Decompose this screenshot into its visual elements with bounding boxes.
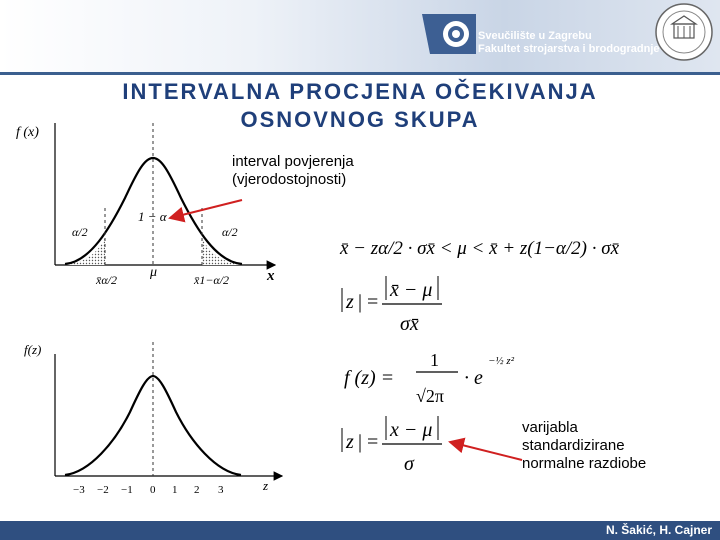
top-center-label: 1 − α — [138, 209, 167, 224]
interval-annotation-line-2: (vjerodostojnosti) — [232, 171, 347, 188]
formula-z-mean-text: |z| = |x̄ − μ| / σx̄ — [338, 334, 345, 335]
variable-annotation-line-3: normalne razdiobe — [522, 455, 647, 472]
university-line-1: Sveučilište u Zagrebu — [478, 30, 592, 42]
header-divider — [0, 72, 720, 75]
formula-z-mean-abs: | = — [358, 291, 379, 313]
formula-z-single-abs: | = — [358, 431, 379, 453]
faculty-seal-icon — [654, 2, 714, 62]
formula-density-power: −½ z² — [488, 355, 515, 367]
top-left-tail-label: α/2 — [72, 225, 88, 239]
formula-density-den: √2π — [416, 386, 444, 406]
formula-interval-text: x̄ − zα/2 · σx̄ < μ < x̄ + z(1−α/2) · σx̄ — [340, 238, 620, 259]
tick-label: −3 — [73, 484, 85, 496]
formula-density-exp: · e — [464, 367, 483, 389]
bottom-x-label: z — [263, 478, 269, 493]
university-line-2: Fakultet strojarstva i brodogradnje — [478, 43, 660, 55]
variable-annotation — [522, 419, 646, 473]
top-right-quantile-label: x̄1−α/2 — [194, 273, 230, 287]
formula-z-mean — [338, 272, 458, 342]
tick-label: 2 — [194, 484, 200, 496]
variable-annotation-line-1: varijabla — [522, 419, 578, 436]
variable-arrow — [440, 436, 530, 466]
tick-label: 1 — [172, 484, 178, 496]
formula-z-single-num: x − μ — [390, 419, 433, 441]
bottom-tick-group — [73, 484, 224, 496]
formula-density-num: 1 — [430, 350, 439, 370]
tick-label: 3 — [218, 484, 224, 496]
interval-annotation — [232, 153, 354, 189]
formula-density — [342, 342, 532, 412]
university-name — [478, 30, 660, 56]
formula-z-single-text: |z| = |x − μ| / σ — [338, 478, 344, 479]
formula-z-mean-num: x̄ − μ — [390, 279, 433, 301]
top-y-label: f (x) — [16, 125, 39, 140]
footer-bar — [0, 521, 720, 540]
footer-authors: N. Šakić, H. Cajner — [605, 523, 712, 537]
top-density-chart — [10, 118, 290, 298]
formula-density-lhs: f (z) = — [344, 367, 395, 389]
top-right-tail-label: α/2 — [222, 225, 238, 239]
top-mu-label: μ — [150, 265, 158, 280]
bottom-y-label: f(z) — [24, 342, 42, 357]
formula-z-mean-lhs: z — [346, 291, 354, 313]
title-line-2: OSNOVNOG SKUPA — [240, 107, 480, 132]
bottom-density-chart — [20, 342, 290, 500]
variable-annotation-line-2: standardizirane — [522, 437, 625, 454]
tick-label: −2 — [97, 484, 109, 496]
top-left-quantile-label: x̄α/2 — [96, 273, 117, 287]
formula-interval — [336, 226, 666, 270]
formula-density-text: f(z) = 1/√(2π) · e^(−½ z²) — [342, 408, 353, 409]
formula-z-single-lhs: z — [346, 431, 354, 453]
tick-label: −1 — [121, 484, 133, 496]
title-line-1: INTERVALNA PROCJENA OČEKIVANJA — [122, 79, 598, 104]
university-logo-icon — [418, 12, 480, 58]
tick-label: 0 — [150, 484, 156, 496]
top-x-label: x — [267, 268, 275, 284]
formula-z-mean-den: σx̄ — [400, 313, 419, 335]
interval-annotation-line-1: interval povjerenja — [232, 153, 354, 170]
formula-z-single-den: σ — [404, 453, 414, 475]
interval-arrow — [170, 200, 242, 218]
